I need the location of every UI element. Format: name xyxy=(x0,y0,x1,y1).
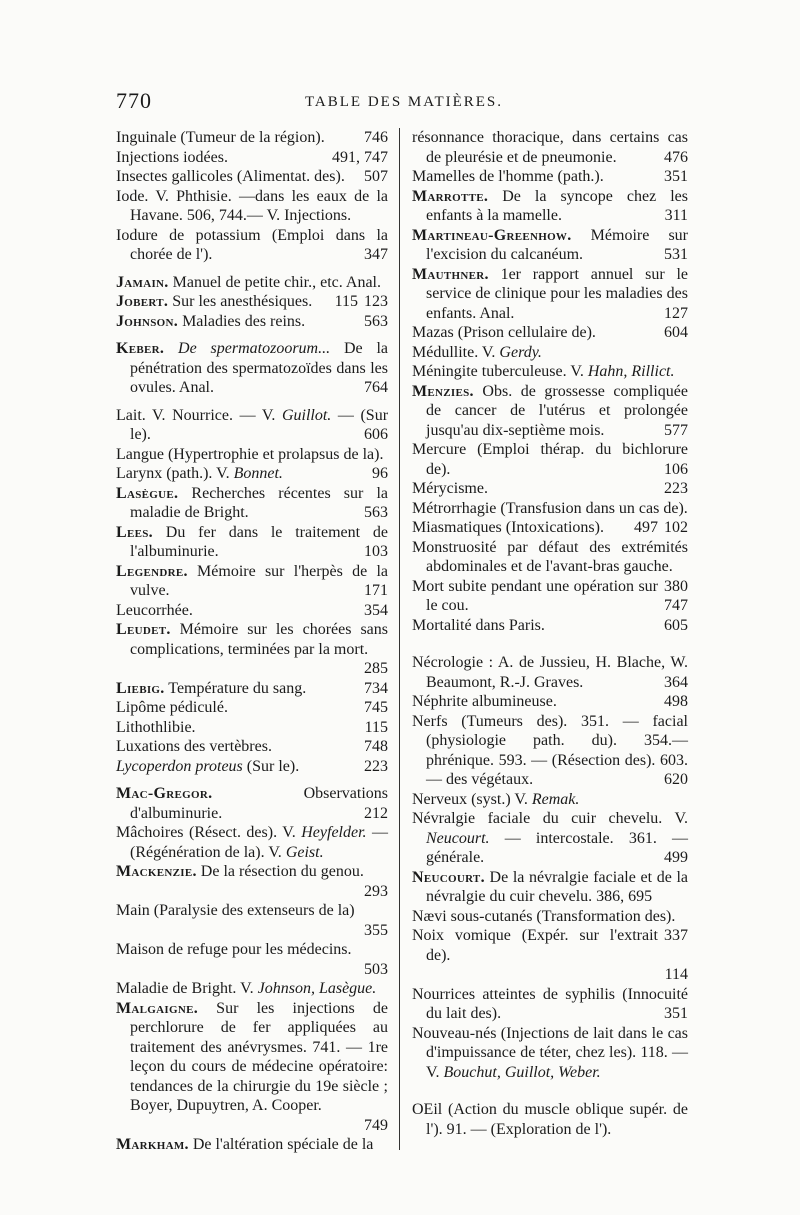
index-entry: Noix vomique (Expér. sur l'extrait de). 114 xyxy=(412,927,688,983)
page-number: 770 xyxy=(116,88,152,113)
index-entry: Maladie de Bright. V. Johnson, Lasègue. xyxy=(116,980,377,997)
index-entry: Mâchoires (Résect. des). V. Heyfelder. — (Régénération de la). V. Geist. xyxy=(116,824,389,861)
index-entry: Nævi sous-cutanés (Transformation des). 337 xyxy=(412,907,688,944)
index-entry: Markham. De l'altération spéciale de la xyxy=(116,1136,374,1153)
index-entry: Mérycisme. 223 xyxy=(412,480,688,497)
index-entry: Nerveux (syst.) V. Remak. xyxy=(412,790,580,808)
index-entry: Lait. V. Nourrice. — V. Guillot. — (Sur le). 606 xyxy=(116,406,389,443)
index-entry: Insectes gallicoles (Alimentat. des). 507 xyxy=(116,168,388,185)
index-entry: OEil (Action du muscle oblique supér. de l'). 91. — (Exploration de l'). xyxy=(412,1101,688,1138)
index-entry: Néphrite albumineuse. 498 xyxy=(412,693,688,710)
index-entry: résonnance thoracique, dans certains cas de pleurésie et de pneumonie. 476 xyxy=(412,129,688,166)
index-entry: Mackenzie. De la résection du genou. 293 xyxy=(116,863,388,900)
index-entry: Jobert. Sur les anesthésiques. 115 xyxy=(116,293,358,310)
index-entry: Iodure de potassium (Emploi dans la chorée de l'). 347 xyxy=(116,226,388,263)
index-entry: Médullite. V. Gerdy. xyxy=(412,343,542,361)
index-entry: Larynx (path.). V. Bonnet. xyxy=(116,465,283,482)
index-entry: Méningite tuberculeuse. V. Hahn, Rillict. xyxy=(412,363,675,380)
index-entry: Keber. De spermatozoorum... De la pénétration des spermatozoïdes dans les ovules. Anal. 764 xyxy=(116,340,388,396)
running-header xyxy=(116,88,692,118)
index-entry: Monstruosité par défaut des extrémités abdominales et de l'avant-bras gauche. 380 xyxy=(412,538,688,595)
index-entry: Iode. V. Phthisie. —dans les eaux de la Havane. 506, 744.— V. Injections. xyxy=(116,187,388,224)
index-entry: Mamelles de l'homme (path.). 351 xyxy=(412,168,688,185)
index-entry: Métrorrhagie (Transfusion dans un cas de). 102 xyxy=(412,499,688,536)
index-entry: Legendre. Mémoire sur l'herpès de la vulve. 171 xyxy=(116,562,389,599)
index-entry: Nouveau-nés (Injections de lait dans le cas d'impuissance de téter, chez les). 118. — V. Bouchut, Guillot, Weber. xyxy=(412,1024,688,1081)
index-entry: Mortalité dans Paris. 605 xyxy=(412,616,688,634)
index-entry: Mort subite pendant une opération sur le cou. 747 xyxy=(412,577,688,614)
index-entry: Inguinale (Tumeur de la région). 746 xyxy=(116,129,388,146)
index-entry: Jamain. Manuel de petite chir., etc. Anal. 123 xyxy=(116,273,388,310)
index-entry: Langue (Hypertrophie et prolapsus de la). 96 xyxy=(116,445,388,482)
index-entry: Nécrologie : A. de Jussieu, H. Blache, W. Beaumont, R.-J. Graves. 364 xyxy=(412,654,688,691)
index-entry: Lithothlibie. 115 xyxy=(116,718,388,736)
index-entry: Lycoperdon proteus (Sur le). 223 xyxy=(116,757,388,775)
index-entry: Marrotte. De la syncope chez les enfants à la mamelle. 311 xyxy=(412,187,688,224)
index-entry: Nerfs (Tumeurs des). 351. — facial (physiologie path. du). 354.— phrénique. 593. — (Résection des). 603. — des végétaux. 620 xyxy=(412,712,688,788)
right-column xyxy=(412,128,688,1139)
index-entry: Injections iodées. 491, 747 xyxy=(116,148,388,166)
index-entry: Johnson. Maladies des reins. 563 xyxy=(116,312,388,330)
index-entry: Neucourt. De la névralgie faciale et de la névralgie du cuir chevelu. 386, 695 xyxy=(412,868,689,905)
index-entry: Lasègue. Recherches récentes sur la maladie de Bright. 563 xyxy=(116,484,388,521)
index-entry: Liebig. Température du sang. 734 xyxy=(116,679,388,697)
left-column xyxy=(116,128,388,1155)
index-entry: Mazas (Prison cellulaire de). 604 xyxy=(412,324,688,341)
index-entry: Luxations des vertèbres. 748 xyxy=(116,738,388,755)
index-entry: Martineau-Greenhow. Mémoire sur l'excision du calcanéum. 531 xyxy=(412,226,688,263)
index-entry: Miasmatiques (Intoxications). 497 xyxy=(412,519,658,536)
index-entry: Malgaigne. Sur les injections de perchlorure de fer appliquées au traitement des anévrysmes. 741. — 1re leçon du cours de médecine opératoire: tendances de la chirurgie du 19e siècle ; Boyer, Dupuytren, A. Cooper. 749 xyxy=(116,999,388,1134)
index-entry: Maison de refuge pour les médecins. 503 xyxy=(116,941,388,978)
index-entry: Leucorrhée. 354 xyxy=(116,601,388,619)
index-entry: Lipôme pédiculé. 745 xyxy=(116,699,388,716)
index-entry: Menzies. Obs. de grossesse compliquée de cancer de l'utérus et prolongée jusqu'au dix-septième mois. 577 xyxy=(412,382,688,439)
index-entry: Mauthner. 1er rapport annuel sur le service de clinique pour les maladies des enfants. Anal. 127 xyxy=(412,265,688,322)
index-entry: Lees. Du fer dans le traitement de l'albuminurie. 103 xyxy=(116,523,388,560)
index-entry: Nourrices atteintes de syphilis (Innocuité du lait des). 351 xyxy=(412,985,688,1022)
column-divider xyxy=(399,128,400,1150)
index-entry: Mercure (Emploi thérap. du bichlorure de). 106 xyxy=(412,441,688,478)
index-entry: Mac-Gregor. Observations d'albuminurie. 212 xyxy=(116,785,388,822)
index-entry: Leudet. Mémoire sur les chorées sans complications, terminées par la mort. 285 xyxy=(116,621,389,677)
index-entry: Névralgie faciale du cuir chevelu. V. Neucourt. — intercostale. 361. — générale. 499 xyxy=(412,810,689,866)
index-entry: Main (Paralysie des extenseurs de la) 355 xyxy=(116,902,388,939)
running-title: TABLE DES MATIÈRES. xyxy=(304,94,504,110)
